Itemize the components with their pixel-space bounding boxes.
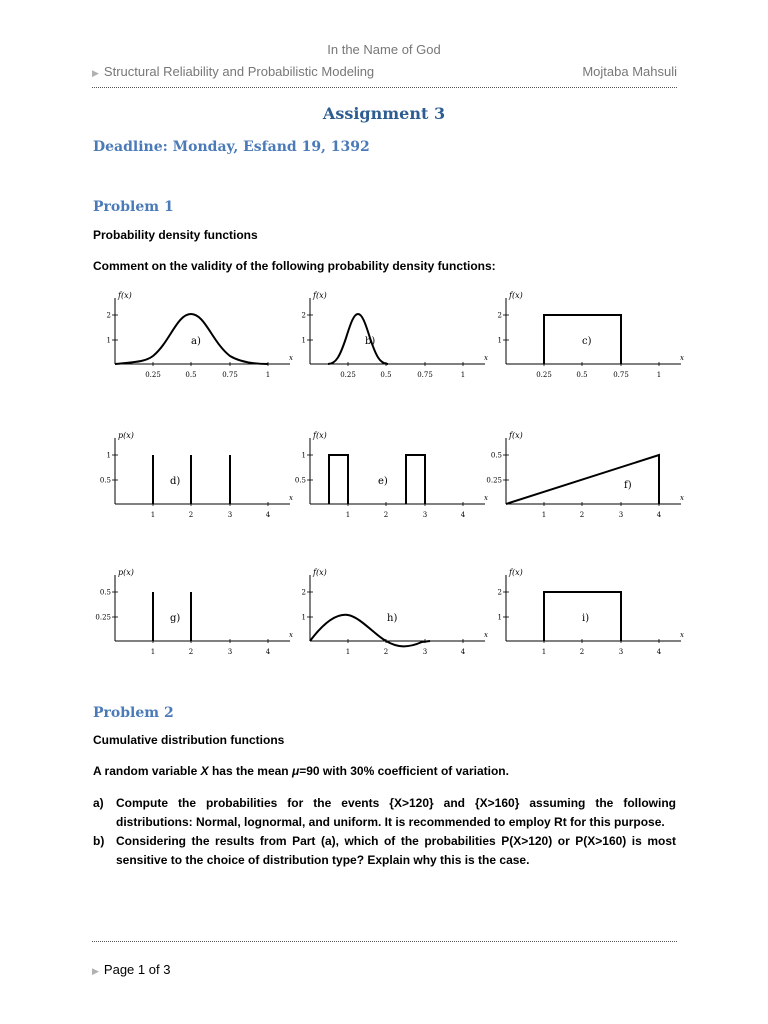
intro-text: has the mean	[208, 764, 292, 778]
x-tick-label: 0.25	[536, 371, 552, 379]
x-tick-label: 2	[383, 511, 389, 519]
y-tick-label: 2	[497, 311, 502, 320]
x-tick-label: 0.25	[340, 371, 356, 379]
y-axis-label: f(x)	[313, 568, 327, 577]
plot-label: f)	[624, 480, 632, 491]
y-axis-label: f(x)	[509, 568, 523, 577]
x-tick-label: 0.75	[222, 371, 238, 379]
page-title: Assignment 3	[322, 104, 446, 123]
y-tick-label: 0.5	[294, 476, 306, 485]
x-tick-label: 1	[345, 648, 351, 656]
x-tick-label: 2	[188, 511, 194, 519]
x-tick-label: 2	[579, 511, 585, 519]
x-axis-label: x	[484, 631, 488, 639]
y-tick-label: 0.5	[99, 476, 111, 485]
item-label: b)	[93, 834, 105, 848]
problem-2-heading: Problem 2	[93, 705, 174, 721]
x-tick-label: 2	[383, 648, 389, 656]
x-tick-label: 1	[541, 511, 547, 519]
plot-label: a)	[191, 336, 201, 347]
problem-2-intro	[93, 762, 676, 781]
x-tick-label: 0.5	[185, 371, 197, 379]
author-name: Mojtaba Mahsuli	[582, 64, 677, 79]
plot-b	[290, 286, 490, 386]
x-tick-label: 0.75	[613, 371, 629, 379]
x-axis-label: x	[289, 631, 293, 639]
x-tick-label: 3	[618, 511, 624, 519]
item-text: Compute the probabilities for the events {X>120} and {X>160} assuming the following	[116, 796, 676, 810]
problem-2-item-a-cont	[93, 813, 676, 832]
y-axis-label: p(x)	[118, 431, 134, 440]
x-tick-label: 4	[265, 511, 271, 519]
y-tick-label: 1	[497, 613, 502, 622]
plot-h	[290, 563, 490, 663]
page-number-text: Page 1 of 3	[103, 962, 171, 977]
course-title: Structural Reliability and Probabilistic Modeling	[103, 64, 375, 79]
x-axis-label: x	[289, 354, 293, 362]
y-axis-label: f(x)	[313, 291, 327, 300]
plot-f	[486, 426, 686, 526]
x-tick-label: 4	[460, 648, 466, 656]
item-text: sensitive to the choice of distribution type? Explain why this is the case.	[116, 853, 530, 867]
intro-text: =90 with 30% coefficient of variation.	[299, 764, 509, 778]
x-tick-label: 2	[579, 648, 585, 656]
x-tick-label: 3	[618, 648, 624, 656]
pdf-curve	[329, 455, 425, 504]
plot-g	[95, 563, 295, 663]
plot-label: d)	[170, 476, 181, 487]
y-axis-label: f(x)	[313, 431, 327, 440]
pdf-curve	[506, 455, 659, 504]
plot-i	[486, 563, 686, 663]
plot-a	[95, 286, 295, 386]
x-tick-label: 0.5	[380, 371, 392, 379]
intro-text: A random variable	[93, 764, 201, 778]
x-tick-label: 4	[656, 511, 662, 519]
y-tick-label: 1	[301, 336, 306, 345]
y-tick-label: 0.25	[95, 613, 111, 622]
x-axis-label: x	[680, 354, 684, 362]
plot-label: i)	[582, 613, 590, 624]
pdf-curve	[328, 314, 388, 364]
x-tick-label: 3	[227, 648, 233, 656]
x-tick-label: 4	[656, 648, 662, 656]
plot-label: b)	[365, 336, 376, 347]
y-tick-label: 1	[106, 451, 111, 460]
problem-1-subheading: Probability density functions	[93, 228, 258, 242]
x-tick-label: 0.5	[576, 371, 588, 379]
problem-2-item-a	[93, 794, 676, 813]
header-divider	[92, 87, 677, 88]
problem-2-subheading: Cumulative distribution functions	[93, 733, 285, 747]
y-axis-label: f(x)	[509, 291, 523, 300]
plot-label: c)	[582, 336, 592, 347]
y-tick-label: 1	[301, 451, 306, 460]
y-tick-label: 1	[301, 613, 306, 622]
x-tick-label: 3	[422, 511, 428, 519]
y-tick-label: 2	[301, 311, 306, 320]
plot-label: g)	[170, 613, 181, 624]
x-tick-label: 1	[345, 511, 351, 519]
x-tick-label: 4	[265, 648, 271, 656]
x-axis-label: x	[484, 354, 488, 362]
deadline: Deadline: Monday, Esfand 19, 1392	[93, 139, 370, 155]
plot-e	[290, 426, 490, 526]
x-tick-label: 1	[265, 371, 271, 379]
y-tick-label: 1	[497, 336, 502, 345]
plot-d	[95, 426, 295, 526]
problem-1-instruction: Comment on the validity of the following probability density functions:	[93, 259, 496, 273]
x-tick-label: 1	[656, 371, 662, 379]
x-tick-label: 3	[422, 648, 428, 656]
header-motto: In the Name of God	[327, 42, 441, 57]
x-tick-label: 0.25	[145, 371, 161, 379]
x-tick-label: 1	[541, 648, 547, 656]
y-tick-label: 2	[301, 588, 306, 597]
item-text: distributions: Normal, lognormal, and uniform. It is recommended to employ Rt for this purpose.	[116, 815, 665, 829]
x-axis-label: x	[289, 494, 293, 502]
plot-label: h)	[387, 613, 398, 624]
footer-divider	[92, 941, 677, 942]
y-tick-label: 2	[106, 311, 111, 320]
page-number	[92, 962, 170, 977]
x-axis-label: x	[680, 631, 684, 639]
item-text: Considering the results from Part (a), which of the probabilities P(X>120) or P(X>160) is most	[116, 834, 676, 848]
problem-1-heading: Problem 1	[93, 199, 174, 215]
intro-mu: μ	[291, 764, 300, 778]
x-tick-label: 0.75	[417, 371, 433, 379]
y-tick-label: 0.5	[490, 451, 502, 460]
plot-label: e)	[378, 476, 388, 487]
pdf-curve	[153, 455, 230, 504]
problem-2-item-b-cont	[93, 851, 676, 870]
y-axis-label: f(x)	[509, 431, 523, 440]
x-tick-label: 2	[188, 648, 194, 656]
x-tick-label: 3	[227, 511, 233, 519]
problem-2-item-b	[93, 832, 676, 851]
x-axis-label: x	[484, 494, 488, 502]
x-tick-label: 1	[150, 511, 156, 519]
y-tick-label: 0.25	[486, 476, 502, 485]
triangle-right-icon: ▶	[92, 68, 99, 78]
y-tick-label: 1	[106, 336, 111, 345]
x-tick-label: 1	[460, 371, 466, 379]
x-tick-label: 4	[460, 511, 466, 519]
item-label: a)	[93, 796, 104, 810]
plot-c	[486, 286, 686, 386]
y-axis-label: f(x)	[118, 291, 132, 300]
pdf-curve	[310, 615, 430, 647]
y-tick-label: 0.5	[99, 588, 111, 597]
intro-var: X	[200, 764, 209, 778]
x-axis-label: x	[680, 494, 684, 502]
y-axis-label: p(x)	[118, 568, 134, 577]
y-tick-label: 2	[497, 588, 502, 597]
x-tick-label: 1	[150, 648, 156, 656]
triangle-right-icon: ▶	[92, 966, 99, 976]
running-header	[92, 64, 677, 79]
